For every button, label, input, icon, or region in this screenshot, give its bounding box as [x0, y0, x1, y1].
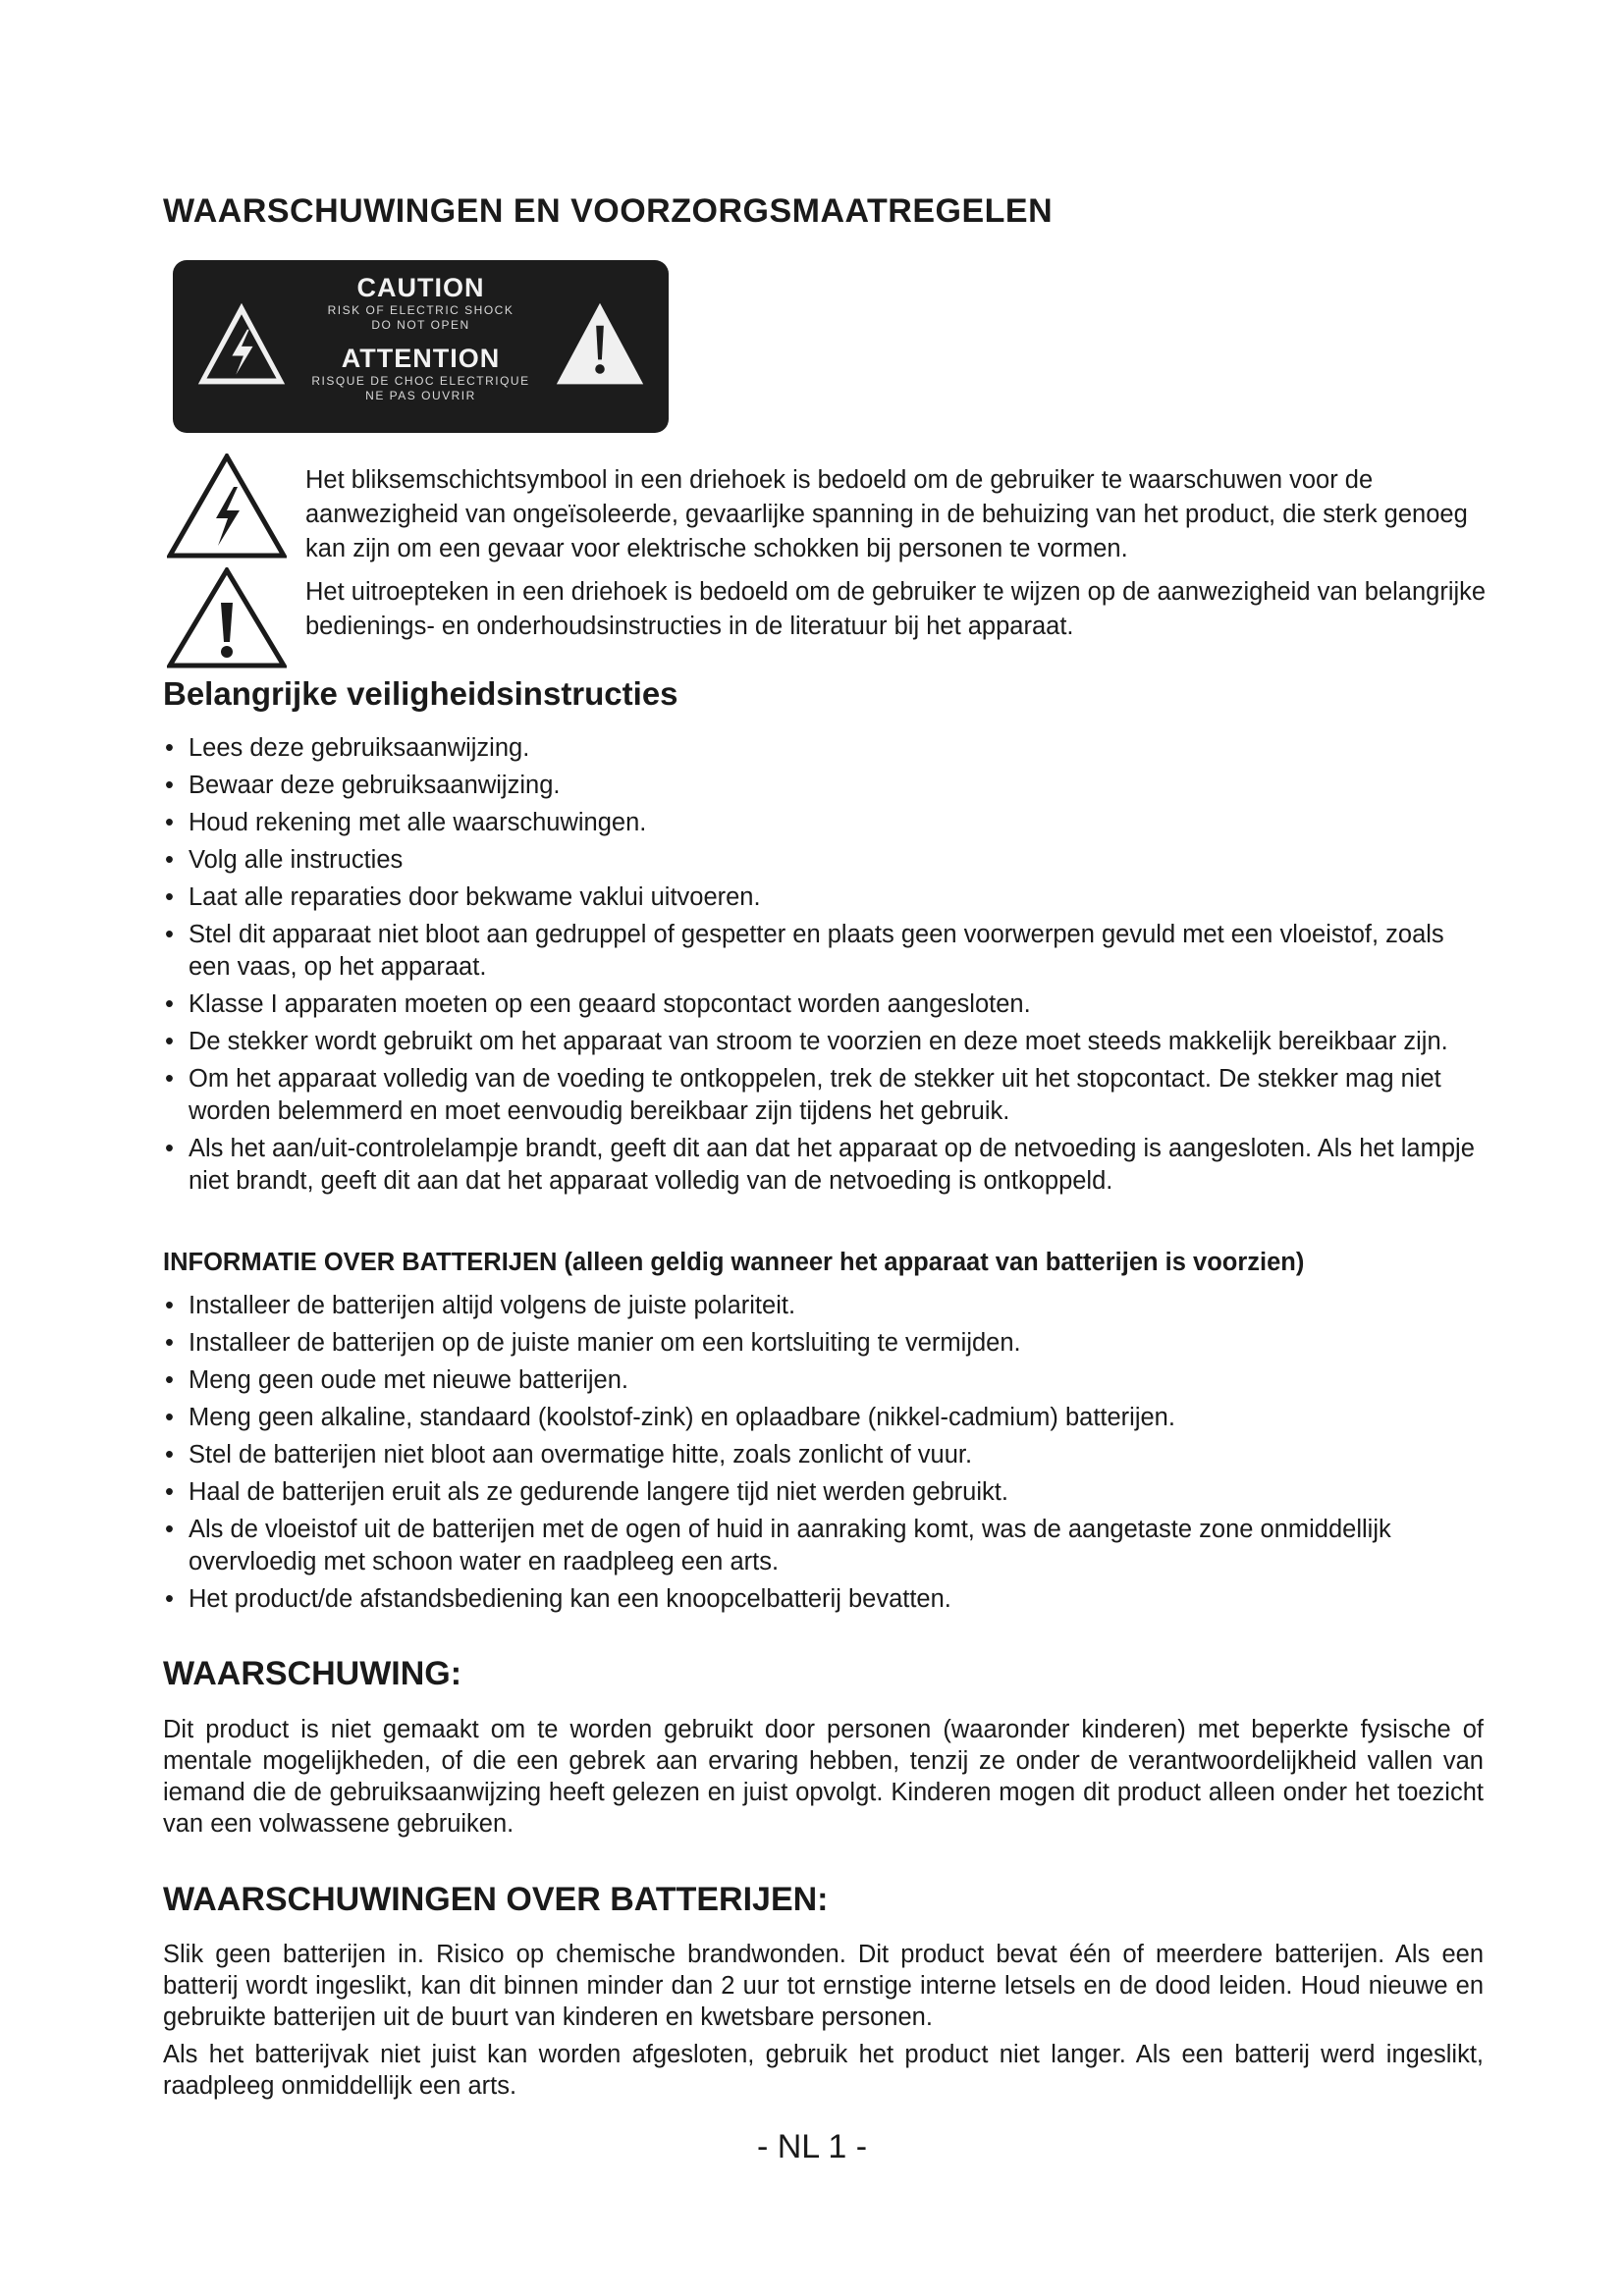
exclamation-warning-icon: [553, 297, 647, 392]
list-item: • Klasse I apparaten moeten op een geaard stopcontact worden aangesloten.: [163, 988, 1484, 1021]
warning-heading: WAARSCHUWING:: [163, 1655, 462, 1692]
list-item: • Lees deze gebruiksaanwijzing.: [163, 732, 1484, 765]
list-item: • Als de vloeistof uit de batterijen met de ogen of huid in aanraking komt, was de aangetaste zone onmiddellijk overvloedig met schoon water en raadpleeg een arts.: [163, 1514, 1484, 1578]
list-item: • Installeer de batterijen op de juiste manier om een kortsluiting te vermijden.: [163, 1327, 1484, 1360]
lightning-description: Het bliksemschichtsymbool in een driehoek is bedoeld om de gebruiker te waarschuwen voor de aanwezigheid van ongeïsoleerde, gevaarlijke spanning in de behuizing van het product, die sterk genoeg kan zijn om een gevaar voor elektrische schokken bij personen te vormen.: [305, 466, 1468, 562]
list-item: • Meng geen oude met nieuwe batterijen.: [163, 1364, 1484, 1397]
list-item: • Bewaar deze gebruiksaanwijzing.: [163, 770, 1484, 802]
battery-info-heading: INFORMATIE OVER BATTERIJEN (alleen geldig wanneer het apparaat van batterijen is voorzien): [163, 1249, 1305, 1276]
battery-info-list: [163, 1290, 1484, 1616]
list-item: • Het product/de afstandsbediening kan een knoopcelbatterij bevatten.: [163, 1583, 1484, 1616]
lightning-symbol-row: [163, 454, 1498, 561]
list-item: • Volg alle instructies: [163, 844, 1484, 877]
list-item: • Stel de batterijen niet bloot aan overmatige hitte, zoals zonlicht of vuur.: [163, 1439, 1484, 1471]
warning-text: Dit product is niet gemaakt om te worden gebruikt door personen (waaronder kinderen) met beperkte fysische of mentale mogelijkheden, of die een gebrek aan ervaring hebben, tenzij ze onder de verantwoordelijkheid vallen van iemand die de gebruiksaanwijzing heeft gelezen en juist opvolgt. Kinderen mogen dit product alleen onder het toezicht van een volwassene gebruiken.: [163, 1716, 1484, 1838]
list-item: • Laat alle reparaties door bekwame vaklui uitvoeren.: [163, 881, 1484, 914]
attention-sub-2: NE PAS OUVRIR: [365, 389, 476, 402]
list-item: • De stekker wordt gebruikt om het apparaat van stroom te voorzien en deze moet steeds makkelijk bereikbaar zijn.: [163, 1026, 1484, 1058]
caution-label: [173, 260, 669, 433]
caution-sub-2: DO NOT OPEN: [371, 318, 470, 332]
list-item: • Installeer de batterijen altijd volgens de juiste polariteit.: [163, 1290, 1484, 1322]
list-item: • Haal de batterijen eruit als ze gedurende langere tijd niet werden gebruikt.: [163, 1476, 1484, 1509]
safety-list: [163, 732, 1484, 1198]
battery-warning-heading: WAARSCHUWINGEN OVER BATTERIJEN:: [163, 1881, 829, 1918]
list-item: • Houd rekening met alle waarschuwingen.: [163, 807, 1484, 839]
exclamation-symbol-row: [163, 567, 1498, 671]
caution-word: CAUTION: [356, 273, 485, 302]
safety-heading: Belangrijke veiligheidsinstructies: [163, 675, 678, 712]
list-item: • Als het aan/uit-controlelampje brandt, geeft dit aan dat het apparaat op de netvoeding is aangesloten. Als het lampje niet brandt, geeft dit aan dat het apparaat volledig van de netvoeding is ontkoppeld.: [163, 1133, 1484, 1198]
page-title: WAARSCHUWINGEN EN VOORZORGSMAATREGELEN: [163, 192, 1054, 230]
exclamation-triangle-icon: [167, 567, 287, 669]
battery-warning-text-2: Als het batterijvak niet juist kan worden afgesloten, gebruik het product niet langer. Als een batterij werd ingeslikt, raadpleeg onmiddellijk een arts.: [163, 2041, 1484, 2100]
list-item: • Om het apparaat volledig van de voeding te ontkoppelen, trek de stekker uit het stopcontact. De stekker mag niet worden belemmerd en moet eenvoudig bereikbaar zijn tijdens het gebruik.: [163, 1063, 1484, 1128]
list-item: • Meng geen alkaline, standaard (koolstof-zink) en oplaadbare (nikkel-cadmium) batterijen.: [163, 1402, 1484, 1434]
battery-warning-text-1: Slik geen batterijen in. Risico op chemische brandwonden. Dit product bevat één of meerdere batterijen. Als een batterij wordt ingeslikt, kan dit binnen minder dan 2 uur tot ernstige interne letsels en de dood leiden. Houd nieuwe en gebruikte batterijen uit de buurt van kinderen en kwetsbare personen.: [163, 1941, 1484, 2031]
page-number: - NL 1 -: [756, 2128, 868, 2165]
lightning-triangle-icon: [167, 454, 287, 560]
attention-word: ATTENTION: [341, 344, 501, 373]
caution-sub-1: RISK OF ELECTRIC SHOCK: [327, 303, 514, 317]
electric-shock-warning-icon: [194, 297, 289, 392]
caution-label-text: [281, 272, 561, 403]
list-item: • Stel dit apparaat niet bloot aan gedruppel of gespetter en plaats geen voorwerpen gevuld met een vloeistof, zoals een vaas, op het apparaat.: [163, 919, 1484, 984]
attention-sub-1: RISQUE DE CHOC ELECTRIQUE: [311, 374, 530, 388]
exclamation-description: Het uitroepteken in een driehoek is bedoeld om de gebruiker te wijzen op de aanwezigheid van belangrijke bedienings- en onderhoudsinstructies in de literatuur bij het apparaat.: [305, 578, 1487, 640]
